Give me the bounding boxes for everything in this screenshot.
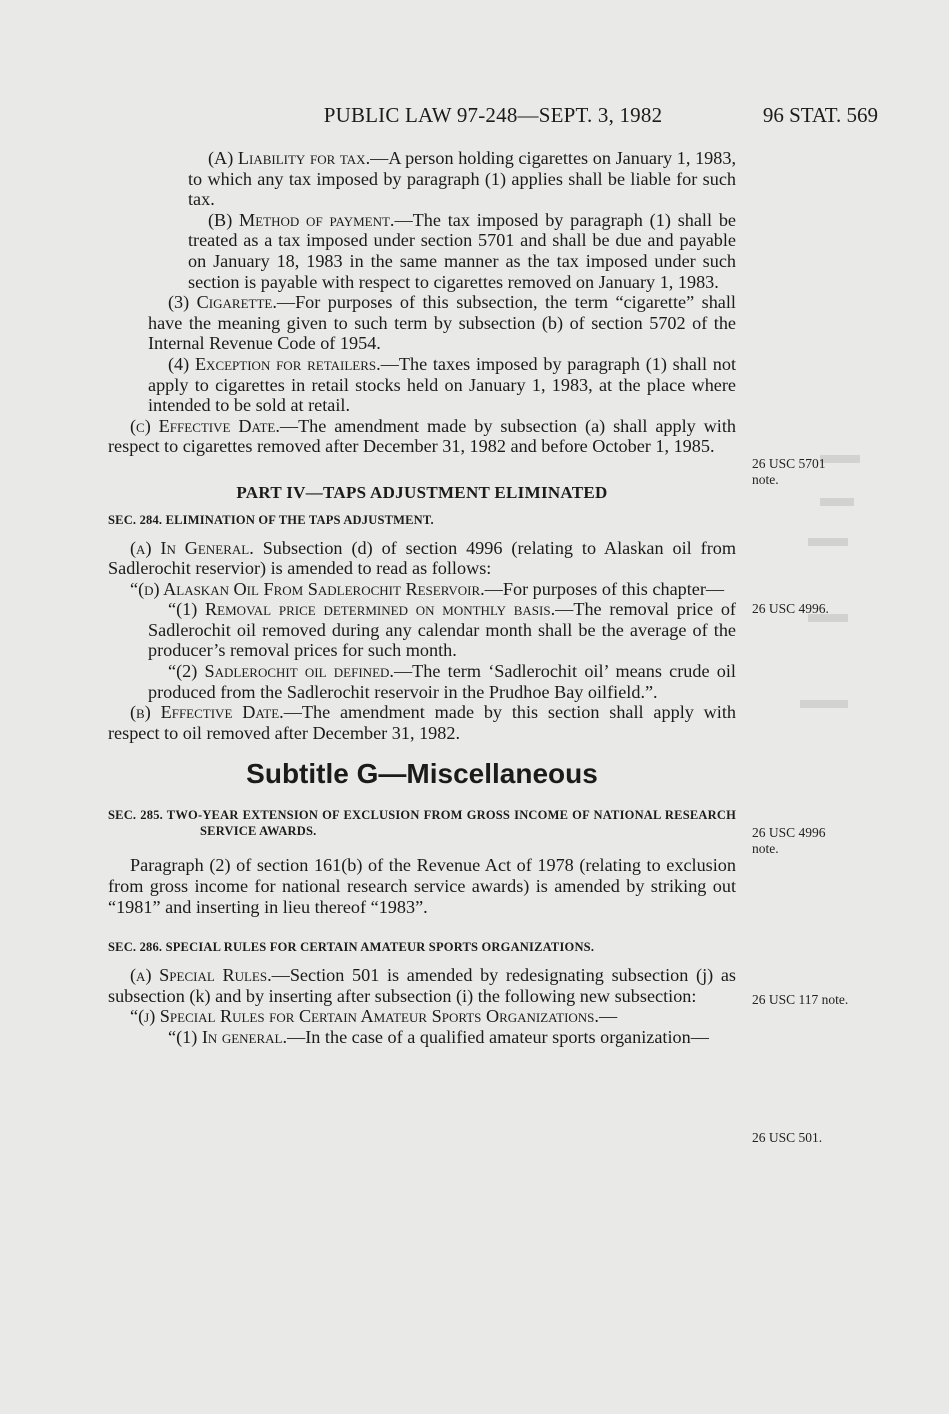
subtitle-heading: Subtitle G—Miscellaneous (246, 758, 598, 790)
paragraph-special-rules (108, 965, 736, 1006)
paragraph-text: — (598, 1006, 618, 1027)
paragraph-label: “(1) Removal price determined on monthly basis. (168, 599, 556, 620)
paragraph-label: “(2) Sadlerochit oil defined. (168, 661, 394, 682)
margin-note: 26 USC 4996 note. (752, 825, 826, 856)
paragraph-text: —The amendment made by this section shall apply with respect to oil removed after December 31, 1982. (108, 702, 736, 743)
paragraph-label: (B) Method of payment. (208, 209, 395, 230)
paragraph-text: —For purposes of this chapter— (484, 578, 725, 599)
paragraph-label: “(1) In general. (168, 1027, 288, 1047)
paragraph-text: Subsection (d) of section 4996 (relating to Alaskan oil from Sadlerochit reservior) is amended to read as follows: (108, 537, 737, 579)
paragraph-effective-date-c (108, 416, 736, 457)
part-heading: PART IV—TAPS ADJUSTMENT ELIMINATED (236, 482, 608, 502)
paragraph-label: (b) Effective Date. (130, 702, 284, 723)
paragraph-sadlerochit-defined (108, 661, 736, 702)
paragraph-text: —The removal price of Sadlerochit oil removed during any calendar month shall be the average of the producer’s removal prices for such month. (148, 599, 736, 661)
paragraph-label: (c) Effective Date. (130, 415, 280, 436)
paragraph-text: —In the case of a qualified amateur sports organization— (287, 1027, 709, 1047)
paragraph-removal-price (108, 599, 736, 661)
paragraph-label: (A) Liability for tax. (208, 148, 371, 168)
header-title: PUBLIC LAW 97-248—SEPT. 3, 1982 (323, 103, 663, 127)
paragraph-label: (a) In General. (130, 537, 254, 558)
section-heading-286: SEC. 286. SPECIAL RULES FOR CERTAIN AMATEUR SPORTS ORGANIZATIONS. (108, 940, 595, 955)
paragraph-exception (108, 354, 736, 416)
paragraph-amateur-sports (108, 1006, 736, 1027)
paragraph-effective-date-b (108, 702, 736, 743)
paragraph-cigarette (108, 292, 736, 354)
paragraph-text: —The term ‘Sadlerochit oil’ means crude oil produced from the Sadlerochit reservoir in the Prudhoe Bay oilfield.”. (148, 661, 736, 702)
section-heading-284: SEC. 284. ELIMINATION OF THE TAPS ADJUSTMENT. (108, 512, 434, 527)
paragraph-label: (3) Cigarette. (168, 292, 277, 313)
paragraph-text: —A person holding cigarettes on January 1, 1983, to which any tax imposed by paragraph (1) applies shall be liable for such tax. (188, 148, 736, 210)
paragraph-sec285-text: Paragraph (2) of section 161(b) of the Revenue Act of 1978 (relating to exclusion from gross income for national research service awards) is amended by striking out “1981” and inserting in lieu thereof “1983”. (108, 855, 736, 917)
margin-note: 26 USC 5701 note. (752, 456, 826, 487)
paragraph-label: (a) Special Rules. (130, 965, 272, 986)
paragraph-label: (4) Exception for retailers. (168, 353, 381, 374)
header-page-number: 96 STAT. 569 (762, 103, 878, 127)
running-header (108, 103, 878, 129)
paragraph-in-general (108, 538, 736, 579)
paragraph-text: —The tax imposed by paragraph (1) shall be treated as a tax imposed under section 5701 and shall be due and payable on January 18, 1983 in the same manner as the tax imposed under such section is payable with respect to cigarettes removed on January 1, 1983. (188, 209, 737, 292)
bleed-through-shadow (808, 538, 848, 546)
margin-note: 26 USC 4996. (752, 601, 829, 616)
margin-note: 26 USC 117 note. (752, 992, 849, 1007)
margin-note: 26 USC 501. (752, 1130, 823, 1145)
paragraph-label: “(d) Alaskan Oil From Sadlerochit Reservoir. (130, 578, 485, 599)
paragraph-label: “(j) Special Rules for Certain Amateur Sports Organizations. (130, 1006, 599, 1027)
paragraph-in-general-1 (108, 1027, 736, 1048)
paragraph-text: —For purposes of this subsection, the term “cigarette” shall have the meaning given to such term by subsection (b) of section 5702 of the Internal Revenue Code of 1954. (148, 292, 736, 354)
paragraph-text: —The taxes imposed by paragraph (1) shall not apply to cigarettes in retail stocks held on January 1, 1983, at the place where intended to be sold at retail. (148, 353, 737, 416)
bleed-through-shadow (800, 700, 848, 708)
section-heading-285: SEC. 285. TWO-YEAR EXTENSION OF EXCLUSION FROM GROSS INCOME OF NATIONAL RESEARCH SERVICE AWARDS. (108, 808, 736, 839)
paragraph-liability (108, 148, 736, 210)
document-body (108, 148, 736, 1048)
bleed-through-shadow (820, 498, 854, 506)
paragraph-method (108, 210, 736, 292)
paragraph-text: —The amendment made by subsection (a) shall apply with respect to cigarettes removed after December 31, 1982 and before October 1, 1985. (108, 415, 736, 457)
paragraph-text: —Section 501 is amended by redesignating subsection (j) as subsection (k) and by inserting after subsection (i) the following new subsection: (108, 965, 736, 1006)
paragraph-alaskan-oil (108, 579, 736, 600)
